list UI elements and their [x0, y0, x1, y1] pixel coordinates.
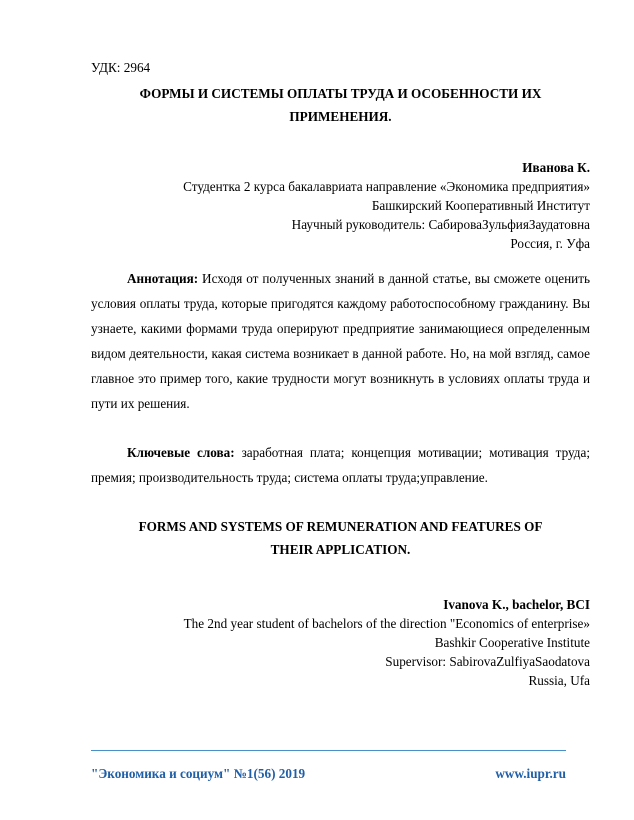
- author-affiliation-line: Научный руководитель: СабироваЗульфияЗаудатовна: [291, 217, 590, 232]
- keywords-paragraph: [91, 440, 590, 490]
- udk-code: УДК: 2964: [91, 60, 151, 75]
- author-affiliation-line: Россия, г. Уфа: [510, 236, 590, 251]
- title-ru-line-1: ФОРМЫ И СИСТЕМЫ ОПЛАТЫ ТРУДА И ОСОБЕННОСТИ ИХ: [139, 86, 542, 101]
- footer-divider: [91, 750, 566, 751]
- author-affiliation-line: Студентка 2 курса бакалавриата направление «Экономика предприятия»: [183, 179, 590, 194]
- annotation-label: Аннотация:: [127, 271, 199, 286]
- title-en: [91, 515, 590, 561]
- journal-site-link[interactable]: www.iupr.ru: [495, 766, 566, 781]
- author-name-ru: Иванова К.: [522, 160, 590, 175]
- author-affiliation-line: Russia, Ufa: [528, 673, 590, 688]
- footer: [91, 766, 566, 782]
- author-block-en: [91, 595, 590, 690]
- keywords-text: заработная плата; концепция мотивации; мотивация труда; премия; производительность труда; система оплаты труда;управление.: [91, 445, 590, 485]
- author-affiliation-line: Supervisor: SabirovaZulfiyaSaodatova: [385, 654, 590, 669]
- annotation-paragraph: [91, 266, 590, 416]
- keywords-label: Ключевые слова:: [127, 445, 235, 460]
- author-name-en: Ivanova K., bachelor, BCI: [443, 597, 590, 612]
- author-block-ru: [91, 158, 590, 253]
- author-affiliation-line: The 2nd year student of bachelors of the direction "Economics of enterprise»: [183, 616, 590, 631]
- author-affiliation-line: Башкирский Кооперативный Институт: [371, 198, 590, 213]
- journal-name: "Экономика и социум" №1(56) 2019: [91, 766, 306, 781]
- title-en-line-2: THEIR APPLICATION.: [270, 542, 411, 557]
- title-ru-line-2: ПРИМЕНЕНИЯ.: [289, 109, 392, 124]
- annotation-text: Исходя от полученных знаний в данной статье, вы сможете оценить условия оплаты труда, которые пригодятся каждому работоспособному гражданину. Вы узнаете, какими формами труда оперируют предприятие занимающиеся определенным видом деятельности, какая система возникает в данной работе. Но, на мой взгляд, самое главное это пример того, какие трудности могут возникнуть в условиях оплаты труда и пути их решения.: [91, 271, 591, 411]
- author-affiliation-line: Bashkir Cooperative Institute: [434, 635, 590, 650]
- title-ru: [91, 82, 590, 128]
- title-en-line-1: FORMS AND SYSTEMS OF REMUNERATION AND FEATURES OF: [138, 519, 543, 534]
